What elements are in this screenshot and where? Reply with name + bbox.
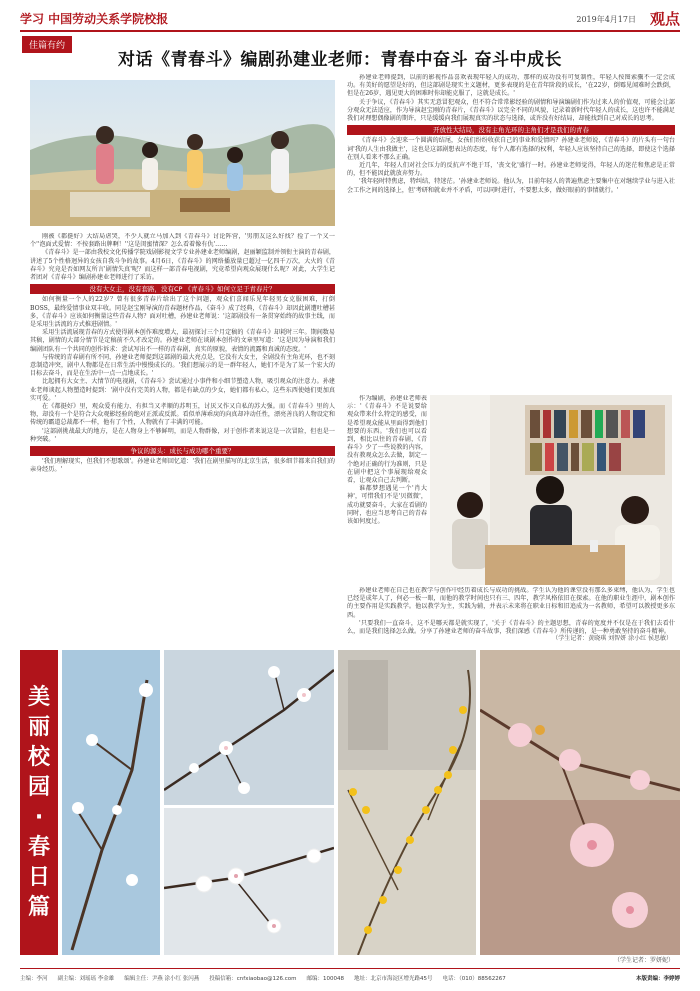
title-char: 丽 [27, 714, 50, 740]
paragraph: 关于争议，《青春斗》其实无意冒犯观众，但不符合常常影经验的剧情和导演编剧们作为过来人的价值观，可能会让部分观众无法适应，作为导演赵宝刚的青春片，《青春斗》以完全不同的风貌，记录着新时代年轻人的成长，这也许不能满足我们对理想偶像剧的期许，只是缓缓向我们展现真实的状态与选择，或许没有好结局，却能找到自己对成长的思考。 [347, 98, 675, 123]
title-char: 篇 [27, 894, 50, 920]
section-name: 观点 [649, 10, 680, 28]
article-left-column [30, 233, 335, 639]
cherry-blossom-photo [480, 650, 680, 955]
footer-item: 地址：北京市海淀区增光路45号 [353, 976, 433, 982]
paragraph: '这部剧挑战最大的地方，是在人物身上不够鲜明，而是人物群像，对于创作者来说这是一次冒险，但也是一种突破。' [30, 427, 335, 443]
interview-photo [430, 395, 672, 585]
blossom-photo-2 [164, 650, 334, 805]
paragraph: 刚被《都挺好》大结局虐哭，不少人就立马加入到《青春斗》讨论阵营，'男朋友这么好找？捡了一个又一个''泡面式爱情：不按套路出牌啊！''这是闺蜜情深？怎么看着像有仇'…… [30, 233, 335, 249]
footer-item: 编辑主任：尹燕 涂小红 张闪燕 [124, 976, 200, 982]
title-char: 美 [27, 684, 50, 710]
title-char: 校 [27, 744, 50, 770]
paragraph: 近几年，年轻人们对社会压力的反抗声不绝于耳，'丧文化'盛行一时。孙建业老师觉得，年轻人的迷茫和焦虑是正常的，但不能因此就放弃努力。 [347, 162, 675, 178]
footer-item: 电话：（010）88562267 [442, 976, 506, 982]
photo-credit: （学生记者：罗妍妮） [613, 957, 674, 964]
headline: 对话《青春斗》编剧孙建业老师：青春中奋斗 奋斗中成长 [118, 50, 562, 70]
paragraph: 在《都挺好》里，观众爱有能力、有担当又孝顺的苏明玉，讨厌又作又自私的苏大强。而《青春斗》里的人物，却没有一个是符合大众观影经验的绝对正派或反派。看似单薄乖戾的向真却冲动任性，漂亮善良的人物设定和传统的霸道总裁都不一样，他有了个性，人物就有了丰满的可能。 [30, 403, 335, 427]
article-right-column [347, 74, 675, 394]
paragraph: 孙建业老师在自己也在教学与创作中经历着成长与成功的挑战。学生认为他的课堂没有那么多束缚，他认为，学生也已经是成年人了，何必一板一眼，而他的教学时间也只有三、四年，教学风格依旧在探索。在他的职业生涯中，剧本创作的主要作用是实践教学。他以教学为主，实践为辅，并表示未来将在职业日标和旧追成为一名教师，希望可以教授更多东西。 [347, 587, 675, 619]
section-subhead: 没有大女主，没有套路，没有CP 《青春斗》如何立足于青春片？ [30, 284, 335, 294]
title-char: 春 [27, 834, 50, 860]
paragraph: 孙建业老师提到，以前的影视作品喜欢表现年轻人的成功，那样的成功没有可复制性，年轻人按图索骥不一定会成功。有美好的愿望是好的，但这部剧是现实主义题材，更多表现的是在青年阶段的成长，'在22岁，倒霉见闻难时会跌倒，但是在26岁，遇见更大的困难时你却能克服了，这就是成长。' [347, 74, 675, 98]
blossom-photo-3 [164, 808, 334, 955]
reporter-byline: （学生记者：黄晓琪 刘智妍 涂小红 侯思敏） [552, 635, 672, 642]
section-subhead: 开放性大结局，没有主角光环的主角们才是我们的青春 [347, 125, 675, 135]
vertical-section-title [20, 650, 58, 955]
page-footer [20, 968, 680, 984]
section-subhead: 争议的源头：成长与成功哪个重要？ [30, 446, 335, 456]
paragraph: 采用生活流展现青春的方式使得剧本创作难度增大，最初探讨三个月定稿的《青春斗》却耗时三年。期间数易其稿，剧情的大部分情节是定稿前不久才改定的。孙建业老师在谈剧本创作的文章里写道：'这是因为导演和我们编剧团队有一个共同的创作诉求：尝试写出不一样的青春剧，真实的原貌，表情的流露和真诚的态度。' [30, 329, 335, 353]
drama-still-photo [30, 80, 335, 226]
paragraph: 作为编剧，孙建业老师表示：'《青春斗》不是说要给观众带来什么特定的感受，而是希望观众能从里面得到他们想要的东西。'我们也可以看到，相比以往的青春剧，《青春斗》少了一些说教的内容，没有教观众怎么去做，制定一个绝对正确的行为准则，只是在剧中把这个事展现给观众看，让观众自己去判断。 [347, 395, 427, 485]
title-char: 日 [27, 864, 50, 890]
footer-item: 投稿信箱：cnfxiaobao@126.com [209, 976, 297, 982]
article-right-bottom-column [347, 587, 675, 657]
blossom-photo-1 [62, 650, 160, 955]
paragraph: '只要我们一直奋斗，这不是哪天都是就实现了，'关于《青春斗》的主题思想，青春的宽度并不仅是在于我们去看什么，而是我们选择怎么做。分享了孙建业老师的奋斗故事，我们深感《青春斗》所传递的，是一种勇敢坚持的奋斗精神。 [347, 619, 675, 636]
paragraph: 比起拥有大女主、大情节的电视剧，《青春斗》尝试通过小事件和小细节塑造人物，吸引观众的注意力。孙建业老师谈起人物塑造时提到：'剧中没有完美的人物，都是有缺点的少女，她们都有私心，这些东西使她们更加真实可爱。' [30, 378, 335, 402]
paragraph: 《青春斗》是一部由我校文化传播学院戏剧影视文学专业孙建业老师编剧，赵丽颖监制并领衔主演的青春剧，讲述了5个性格迥异的女孩自我斗争的故事。4月6日，《青春斗》的网络播放量已超过一亿四千万次，大火的《青春斗》究竟是否如网友所言'剧情失真'呢？而这样一部青春电视剧，究竟希望向观众展现什么呢？对此，大学生记者团对《青春斗》编剧孙建业老师进行了采访。 [30, 249, 335, 282]
issue-date: 2019年4月17日 [576, 15, 636, 24]
masthead-title: 学习 中国劳动关系学院校报 [20, 12, 169, 26]
masthead-bar [20, 8, 680, 32]
forsythia-photo [338, 650, 476, 955]
paragraph: 谁都梦想遇见一个'肖大神'，可惜我们不是'贝微微'，成功就要奋斗，大家在看剧的同时，也应当思考自己的青春该如何度过。 [347, 485, 427, 526]
paragraph: 如何衡量一个人的22岁？曾有很多青春片给出了这个问题，观众们喜闻乐见年轻男女克服困难，打倒BOSS，最终爱情事业双丰收。同是赵宝刚导演的青春题材作品，《奋斗》成了经典，《青春斗》却因此剧遭吐槽甚多，《青春斗》应该如何衡量这些青春人物？面对吐槽，孙建业老师说：'这部剧没有一条贯穿始终的故事主线，而是采用生活流的方式推进剧情。' [30, 296, 335, 329]
paragraph: '我年轻时特焦虑，特纠结，特迷茫。'孙建业老师说。他认为，目前年轻人的普遍焦虑主要集中在对继续学业与进入社会工作之间的选择上，但'考研和就业并不矛盾，可以同时进行，不要想太多，做好眼前的事情就行。' [347, 178, 675, 194]
page-editor: 本版责编：李婷婷 [635, 976, 680, 982]
footer-item: 副主编：刘瑶瑶 李金雄 [57, 976, 115, 982]
column-tag: 佳篇有约 [22, 36, 72, 53]
footer-item: 邮编：100048 [306, 976, 344, 982]
title-char: · [34, 804, 44, 830]
paragraph: '我们理解现实，但我们不想歌颂'。孙建业老师回忆道：'我们在剧里描写的北京生活，很多细节都来自我们的亲身经历。' [30, 458, 335, 474]
paragraph: 《青春斗》会迎来一个圆满的结尾，女孩们纷纷收获自己的事业和爱情吗？孙建业老师说，《青春斗》的片头有一句台词'我的人生由我做主'，这也是这部剧想表达的态度，每个人都有选择的权利，年轻人应该坚持自己的选择，即使这个选择在别人看来不那么正确。 [347, 137, 675, 161]
article-right-narrow-column [347, 395, 427, 585]
title-char: 园 [27, 774, 50, 800]
spring-campus-photo-section [20, 650, 680, 955]
paragraph: 与传统的青春剧有所不同，孙建业老师提到这部剧的最大亮点是，它没有大女主，全剧没有主角光环，也不刻意制造冲突，剧中人物都是在日常生活中慢慢成长的。'我们想展示的是一群年轻人，她们不是为了某一个宏大的目标去奋斗，而是在生活中一点一点地成长。' [30, 353, 335, 378]
footer-item: 主编：李河 [20, 976, 48, 982]
